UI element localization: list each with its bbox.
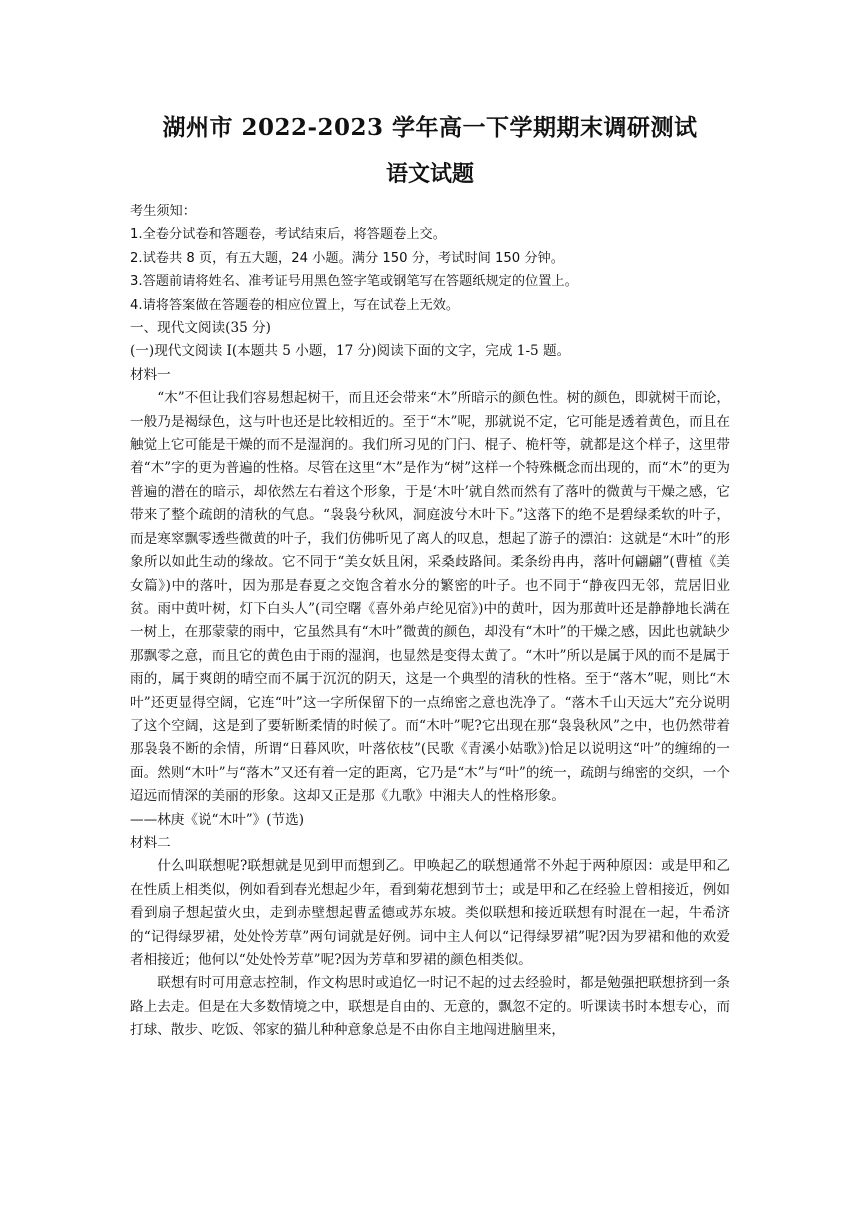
notes-heading: 考生须知： <box>130 204 196 219</box>
material-2-label: 材料二 <box>130 834 171 851</box>
section-heading: 一、现代文阅读(35 分) <box>130 320 271 337</box>
material-2-paragraph-2: 联想有时可用意志控制，作文构思时或追忆一时记不起的过去经验时，都是勉强把联想挤到一条路上去走。但是在大多数情境之中，联想是自由的、无意的，飘忽不定的。听课读书时本想专心，而打球、散步、吃饭、邻家的猫儿种种意象总是不由你自主地闯进脑里来， <box>130 975 730 1039</box>
material-1-paragraph: “木”不但让我们容易想起树干，而且还会带来“木”所暗示的颜色性。树的颜色，即就树干而论，一般乃是褐绿色，这与叶也还是比较相近的。至于“木”呢，那就说不定，它可能是透着黄色，而且在触觉上它可能是干燥的而不是湿润的。我们所习见的门闩、棍子、桅杆等，就都是这个样子，这里带着“木”字的更为普遍的性格。尽管在这里“木”是作为“树”这样一个特殊概念而出现的，而“木”的更为普遍的潜在的暗示，却依然左右着这个形象，于是‘木叶’就自然而然有了落叶的微黄与干燥之感，它带来了整个疏朗的清秋的气息。“袅袅兮秋风，洞庭波兮木叶下。”这落下的绝不是碧绿柔软的叶子，而是寒窣飘零透些微黄的叶子，我们仿佛听见了离人的叹息，想起了游子的漂泊：这就是“木叶”的形象所以如此生动的缘故。它不同于“美女妖且闲，采桑歧路间。柔条纷冉冉，落叶何翩翩”(曹植《美女篇》)中的落叶，因为那是春夏之交饱含着水分的繁密的叶子。也不同于“静夜四无邻，荒居旧业贫。雨中黄叶树，灯下白头人”(司空曙《喜外弟卢纶见宿》)中的黄叶，因为那黄叶还是静静地长满在一树上，在那蒙蒙的雨中，它虽然具有“木叶”微黄的颜色，却没有“木叶”的干燥之感，因此也就缺少那飘零之意，而且它的黄色由于雨的湿润，也显然是变得太黄了。“木叶”所以是属于风的而不是属于雨的，属于爽朗的晴空而不属于沉沉的阴天，这是一个典型的清秋的性格。至于“落木”呢，则比“木叶”还更显得空阔，它连“叶”这一字所保留下的一点绵密之意也洗净了。“落木千山天远大”充分说明了这个空阔，这是到了要斩断柔情的时候了。而“木叶”呢?它出现在那“袅袅秋风”之中，也仍然带着那袅袅不断的余情，所谓“日暮风吹，叶落依枝”(民歌《青溪小姑歌》)恰足以说明这“叶”的缠绵的一面。然则“木叶”与“落木”又还有着一定的距离，它乃是“木”与“叶”的统一，疏朗与绵密的交织，一个迢远而情深的美丽的形象。这却又正是那《九歌》中湘夫人的性格形象。 <box>130 390 730 805</box>
notes-item-4: 4.请将答案做在答题卷的相应位置上，写在试卷上无效。 <box>130 297 460 313</box>
notes-item-3: 3.答题前请将姓名、准考证号用黑色签字笔或钢笔写在答题纸规定的位置上。 <box>130 274 578 290</box>
section-sub-heading: (一)现代文阅读 I(本题共 5 小题，17 分)阅读下面的文字，完成 1-5 题。 <box>130 343 571 360</box>
candidate-notes <box>130 200 730 317</box>
material-1-source: ——林庚《说“木叶”》(节选) <box>130 811 305 828</box>
notes-item-1: 1.全卷分试卷和答题卷，考试结束后，将答题卷上交。 <box>130 227 446 243</box>
exam-subtitle: 语文试题 <box>385 161 474 187</box>
material-2-paragraph-1: 什么叫联想呢?联想就是见到甲而想到乙。甲唤起乙的联想通常不外起于两种原因：或是甲和乙在性质上相类似，例如看到春光想起少年，看到菊花想到节士；或是甲和乙在经验上曾相接近，例如看到扇子想起萤火虫，走到赤壁想起曹孟德或苏东坡。类似联想和接近联想有时混在一起，牛希济的“记得绿罗裙，处处怜芳草”两句词就是好例。词中主人何以“记得绿罗裙”呢?因为罗裙和他的欢爱者相接近；他何以“处处怜芳草”呢?因为芳草和罗裙的颜色相类似。 <box>130 858 730 968</box>
exam-page <box>130 108 730 1043</box>
notes-item-2: 2.试卷共 8 页，有五大题，24 小题。满分 150 分，考试时间 150 分钟。 <box>130 250 564 266</box>
exam-title: 湖州市 2022-2023 学年高一下学期期末调研测试 <box>162 114 698 141</box>
material-1-label: 材料一 <box>130 366 171 383</box>
